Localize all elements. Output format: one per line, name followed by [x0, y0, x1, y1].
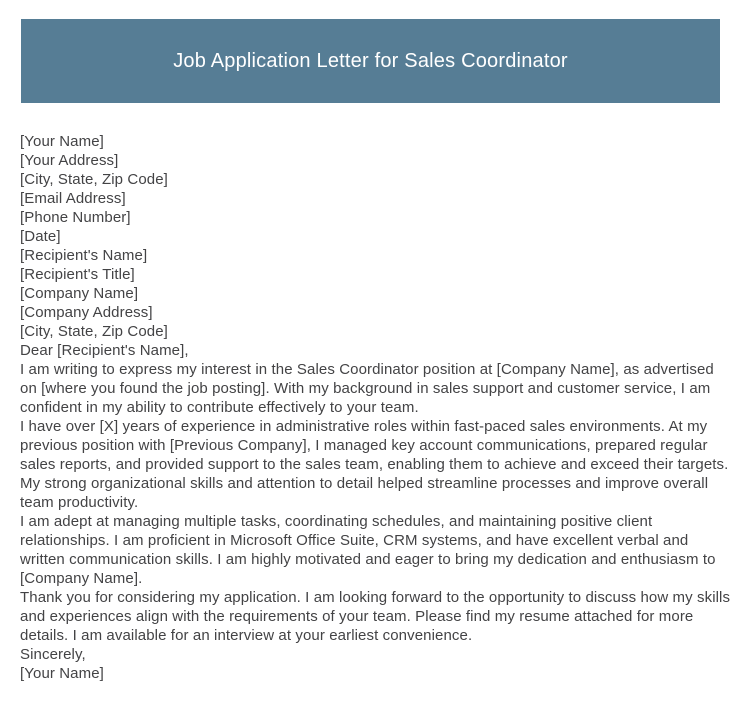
recipient-line-title: [Recipient's Title] — [20, 266, 135, 283]
document-header-banner — [21, 19, 720, 103]
recipient-line-company-address: [Company Address] — [20, 304, 153, 321]
closing: Sincerely, — [20, 646, 86, 663]
recipient-line-city-state-zip: [City, State, Zip Code] — [20, 323, 168, 340]
sender-line-email: [Email Address] — [20, 190, 126, 207]
letter-paragraph-experience: I have over [X] years of experience in administrative roles within fast-paced sales environments. At my previous position with [Previous Company], I managed key account communications, prepared regular sales reports, and provided support to the sales team, enabling them to achieve and exceed their targets. My strong organizational skills and attention to detail helped streamline processes and improve overall team productivity. — [20, 418, 729, 511]
sender-line-phone: [Phone Number] — [20, 209, 131, 226]
sender-line-name: [Your Name] — [20, 133, 104, 150]
sender-line-address: [Your Address] — [20, 152, 119, 169]
signature: [Your Name] — [20, 665, 104, 682]
letter-paragraph-thanks: Thank you for considering my application. I am looking forward to the opportunity to discuss how my skills and experiences align with the requirements of your team. Please find my resume attached for more details. I am available for an interview at your earliest convenience. — [20, 589, 731, 644]
letter-paragraph-skills: I am adept at managing multiple tasks, coordinating schedules, and maintaining positive client relationships. I am proficient in Microsoft Office Suite, CRM systems, and have excellent verbal and written communication skills. I am highly motivated and eager to bring my dedication and enthusiasm to [Company Name]. — [20, 513, 716, 587]
letter-body — [20, 132, 732, 683]
document-title: Job Application Letter for Sales Coordinator — [173, 49, 568, 72]
recipient-line-company: [Company Name] — [20, 285, 139, 302]
letter-paragraph-intro: I am writing to express my interest in the Sales Coordinator position at [Company Name], as advertised on [where you found the job posting]. With my background in sales support and customer service, I am confident in my ability to contribute effectively to your team. — [20, 361, 714, 416]
recipient-line-name: [Recipient's Name] — [20, 247, 148, 264]
sender-line-date: [Date] — [20, 228, 61, 245]
salutation: Dear [Recipient's Name], — [20, 342, 189, 359]
sender-line-city-state-zip: [City, State, Zip Code] — [20, 171, 168, 188]
